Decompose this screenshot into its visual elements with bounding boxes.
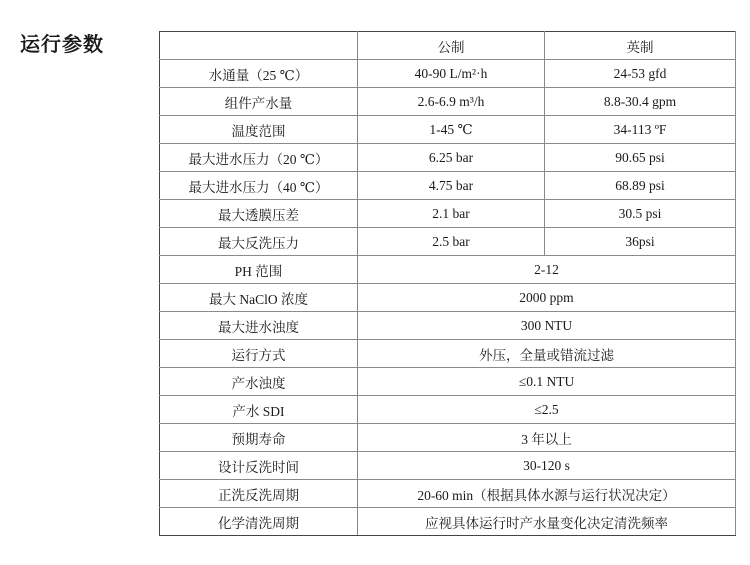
table-row xyxy=(160,256,736,284)
table-row xyxy=(160,480,736,508)
parameter-name: 最大进水压力（20 ℃） xyxy=(160,144,358,172)
metric-value: 6.25 bar xyxy=(358,144,545,172)
table-row xyxy=(160,340,736,368)
header-cell-metric: 公制 xyxy=(358,32,545,60)
table-row xyxy=(160,172,736,200)
parameter-value: ≤0.1 NTU xyxy=(358,368,736,396)
imperial-value: 34-113 ºF xyxy=(545,116,736,144)
parameter-value: 30-120 s xyxy=(358,452,736,480)
table-row xyxy=(160,368,736,396)
imperial-value: 30.5 psi xyxy=(545,200,736,228)
parameter-name: 产水 SDI xyxy=(160,396,358,424)
parameter-name: 化学清洗周期 xyxy=(160,508,358,536)
parameter-name: 设计反洗时间 xyxy=(160,452,358,480)
parameter-name: 预期寿命 xyxy=(160,424,358,452)
table-row xyxy=(160,452,736,480)
imperial-value: 90.65 psi xyxy=(545,144,736,172)
parameter-name: 温度范围 xyxy=(160,116,358,144)
imperial-value: 36psi xyxy=(545,228,736,256)
table-row xyxy=(160,508,736,536)
metric-value: 2.6-6.9 m³/h xyxy=(358,88,545,116)
parameter-name: PH 范围 xyxy=(160,256,358,284)
table-row xyxy=(160,144,736,172)
operating-parameters-table xyxy=(159,31,736,536)
header-cell-empty xyxy=(160,32,358,60)
parameter-value: 应视具体运行时产水量变化决定清洗频率 xyxy=(358,508,736,536)
parameter-value: ≤2.5 xyxy=(358,396,736,424)
parameter-name: 最大透膜压差 xyxy=(160,200,358,228)
parameter-name: 最大进水压力（40 ℃） xyxy=(160,172,358,200)
metric-value: 1-45 ℃ xyxy=(358,116,545,144)
metric-value: 40-90 L/m²·h xyxy=(358,60,545,88)
imperial-value: 24-53 gfd xyxy=(545,60,736,88)
parameter-name: 水通量（25 ℃） xyxy=(160,60,358,88)
parameter-name: 最大反洗压力 xyxy=(160,228,358,256)
metric-value: 2.5 bar xyxy=(358,228,545,256)
parameter-name: 最大 NaClO 浓度 xyxy=(160,284,358,312)
table-row xyxy=(160,228,736,256)
parameter-value: 外压，全量或错流过滤 xyxy=(358,340,736,368)
imperial-value: 8.8-30.4 gpm xyxy=(545,88,736,116)
parameter-name: 产水浊度 xyxy=(160,368,358,396)
table-row xyxy=(160,396,736,424)
parameter-name: 运行方式 xyxy=(160,340,358,368)
parameter-value: 2000 ppm xyxy=(358,284,736,312)
parameter-name: 组件产水量 xyxy=(160,88,358,116)
table-row xyxy=(160,116,736,144)
parameter-value: 3 年以上 xyxy=(358,424,736,452)
table-row xyxy=(160,312,736,340)
parameter-value: 20-60 min（根据具体水源与运行状况决定） xyxy=(358,480,736,508)
parameter-value: 300 NTU xyxy=(358,312,736,340)
header-cell-imperial: 英制 xyxy=(545,32,736,60)
section-heading: 运行参数 xyxy=(20,32,104,56)
parameter-value: 2-12 xyxy=(358,256,736,284)
table-row xyxy=(160,284,736,312)
table-header-row xyxy=(160,32,736,60)
table-row xyxy=(160,88,736,116)
parameter-name: 最大进水浊度 xyxy=(160,312,358,340)
metric-value: 4.75 bar xyxy=(358,172,545,200)
table-row xyxy=(160,424,736,452)
imperial-value: 68.89 psi xyxy=(545,172,736,200)
parameter-name: 正洗反洗周期 xyxy=(160,480,358,508)
table-row xyxy=(160,200,736,228)
metric-value: 2.1 bar xyxy=(358,200,545,228)
table-row xyxy=(160,60,736,88)
